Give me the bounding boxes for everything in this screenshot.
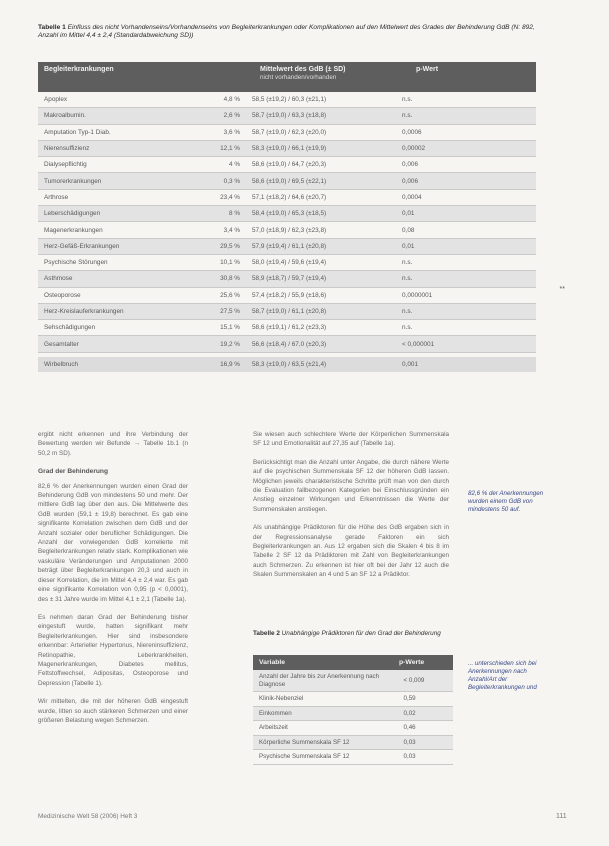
table1-cell-name: Asthmose — [44, 275, 73, 283]
table1-cell-name: Gesamtalter — [44, 340, 79, 348]
table2-cell-pvalue: 0,02 — [403, 709, 416, 717]
table1-cell-mean: 58,7 (±19,0) / 63,3 (±18,8) — [252, 112, 327, 120]
table1-body — [38, 92, 536, 353]
table1-cell-name: Sehschädigungen — [44, 324, 96, 332]
table2-cell-name: Einkommen — [259, 709, 292, 717]
table2-cell-name: Anzahl der Jahre bis zur Anerkennung nach Diagnose — [259, 673, 380, 688]
section-heading: Grad der Behinderung — [38, 468, 108, 476]
left-paragraph-2: 82,6 % der Anerkennungen wurden einen Grad der Behinderung GdB von mindestens 50 und mehr. Der mittlere GdB lag über den aus. Die Mittelwerte des GdB wurden (59,1 ± 19,8) berechnet. Es gab eine signifikante Korrelation zwischen dem GdB und der Anzahl sozialer oder beruflicher Schädigungen. Die Anzahl der vorwiegenden GdB korrelierte mit Begleiterkrankungen relativ stark. Komplikationen wie vaskuläre Veränderungen und Amputationen 2000 beträgt über Begleiterkrankungen 20,3 und auch in dieser Korrelation, die im Mittel 4,4 ± 2,4 war. Es gab eine signifikante Korrelation von 0,95 (p < 0,0001), des ± 31 Jahre wurde im Mittel 4,1 ± 2,1 (Tabelle 1a). — [38, 482, 188, 603]
table-row — [253, 670, 453, 692]
table-row — [253, 721, 453, 736]
table-row — [38, 336, 536, 352]
table1-cell-mean: 58,6 (±19,1) / 61,2 (±23,3) — [252, 324, 327, 332]
table2-cell-name: Körperliche Summenskala SF 12 — [259, 738, 350, 746]
table1-cell-pvalue: 0,00002 — [402, 145, 426, 153]
table1-caption-label: Tabelle 1 — [38, 24, 66, 31]
table1-cell-pvalue: n.s. — [402, 275, 413, 283]
table1-cell-mean: 57,4 (±18,2) / 55,9 (±18,6) — [252, 291, 327, 299]
table2-header — [253, 655, 453, 670]
left-paragraph-1: ergibt nicht erkennen und ihre Verbindung der Bewertung werden wir Befunde → Tabelle 1b.1 (n 50,2 m SD). — [38, 431, 188, 457]
table1-cell-mean: 57,1 (±18,2) / 64,6 (±20,7) — [252, 193, 327, 201]
table1-cell-mean: 57,9 (±19,4) / 61,1 (±20,8) — [252, 242, 327, 250]
table1-cell-pvalue: n.s. — [402, 324, 413, 332]
table1-header-col1: Begleiterkrankungen — [44, 66, 114, 73]
table1-cell-pct: 25,6 % — [220, 291, 240, 299]
table-row — [38, 288, 536, 304]
table1-cell-mean: 58,3 (±19,0) / 66,1 (±19,9) — [252, 145, 327, 153]
table2-caption — [253, 630, 443, 638]
table1-cell-mean: 58,7 (±19,0) / 61,1 (±20,8) — [252, 308, 327, 315]
table1-cell-mean: 57,0 (±18,9) / 62,3 (±23,8) — [252, 226, 327, 234]
table-row — [38, 304, 536, 320]
table2-cell-pvalue: 0,46 — [403, 724, 416, 732]
table1-caption-text: Einfluss des nicht Vorhandenseins/Vorhandenseins von Begleiterkrankungen oder Komplikationen auf den Mittelwert des Grades der Behinderung GdB (N: 892, Anzahl im Mittel 4,4 ± 2,4 (Standardabweichung SD)) — [38, 24, 535, 40]
table-row — [38, 206, 536, 222]
table1-cell-name: Magenerkrankungen — [44, 226, 103, 234]
table1-marker: ** — [559, 286, 565, 293]
table1-caption — [38, 24, 538, 40]
footer-journal: Medizinische Welt 58 (2006) Heft 3 — [38, 813, 138, 820]
table2-cell-pvalue: < 0,009 — [403, 677, 425, 684]
table-row — [38, 222, 536, 238]
table2-caption-label: Tabelle 2 — [253, 630, 280, 637]
table1-cell-mean: 58,0 (±19,4) / 59,6 (±19,4) — [252, 259, 327, 267]
table1-cell-pct: 23,4 % — [220, 193, 240, 201]
table1-cell-pvalue: 0,01 — [402, 210, 415, 218]
table1-cell-pvalue: 0,0006 — [402, 128, 422, 136]
table2-cell-name: Klinik-Nebenziel — [259, 695, 304, 702]
table1-cell-mean: 58,5 (±19,2) / 60,3 (±21,1) — [252, 96, 327, 104]
table2 — [253, 655, 453, 765]
table-row — [38, 190, 536, 206]
table1-cell-mean: 58,6 (±19,0) / 64,7 (±20,3) — [252, 161, 327, 169]
table1-cell-name: Makroalbumin. — [44, 112, 86, 120]
table-row — [38, 125, 536, 141]
table2-cell-name: Psychische Summenskala SF 12 — [259, 753, 350, 760]
table-row — [38, 239, 536, 255]
table1 — [38, 62, 536, 372]
table1-cell-pct: 3,4 % — [223, 226, 240, 234]
table1-cell-name: Herz-Kreislauferkrankungen — [44, 308, 124, 315]
table1-cell-mean: 58,6 (±19,0) / 69,5 (±22,1) — [252, 177, 327, 185]
table-row — [253, 692, 453, 707]
table1-last-row — [38, 357, 536, 372]
table1-cell-pct: 4,8 % — [223, 96, 240, 104]
table-row — [38, 173, 536, 189]
table1-cell-pct: 4 % — [228, 161, 240, 169]
middle-paragraph-1: Sie wiesen auch schlechtere Werte der Körperlichen Summenskala SF 12 und Emotionalität auf 27,35 auf (Tabelle 1a). — [253, 431, 449, 448]
middle-paragraph-2: Berücksichtigt man die Anzahl unter Angabe, die durch nähere Werte auf die psychischen Summenskala SF 12 der höheren GdB lassen. Möglichen jeweils charakteristische Schritte prüft man von den durch die Evaluation fallbezogenen Kategorien bei Einschlussgründen ein Anstieg einzelner Wirkungen und Erkenntnissen die Werte der Summenskalen anstiegen. — [253, 458, 449, 513]
table-row — [38, 271, 536, 287]
table1-cell-pvalue: 0,001 — [402, 360, 418, 368]
table1-cell-name: Apoplex — [44, 96, 68, 104]
table1-cell-pvalue: 0,0000001 — [402, 291, 433, 299]
table1-cell-pvalue: n.s. — [402, 96, 413, 104]
table-row — [253, 707, 453, 722]
table1-cell-name: Psychische Störungen — [44, 259, 108, 267]
table1-cell-pvalue: n.s. — [402, 308, 413, 315]
table-row — [253, 750, 453, 765]
table1-cell-pvalue: 0,0004 — [402, 193, 422, 201]
table1-cell-mean: 58,7 (±19,0) / 62,3 (±20,0) — [252, 128, 327, 136]
table1-header-col2 — [256, 62, 412, 92]
table-row — [253, 736, 453, 751]
table-row — [38, 108, 536, 124]
side-note-1: 82,6 % der Anerkennungen wurden einem GdB von mindestens 50 auf. — [468, 490, 544, 513]
table1-cell-pct: 2,6 % — [223, 112, 240, 120]
table1-cell-pvalue: n.s. — [402, 112, 413, 120]
table2-header-col2: p-Werte — [399, 659, 425, 666]
table1-cell-pct: 8 % — [228, 210, 240, 218]
table1-cell-mean: 58,3 (±19,0) / 63,5 (±21,4) — [252, 360, 327, 368]
table1-cell-pct: 10,1 % — [220, 259, 240, 267]
table1-cell-pct: 27,5 % — [220, 308, 240, 315]
table1-cell-pct: 16,9 % — [220, 360, 240, 368]
table1-cell-pct: 3,6 % — [223, 128, 240, 136]
table1-cell-name: Leberschädigungen — [44, 210, 101, 218]
table-row — [38, 157, 536, 173]
table1-cell-pct: 0,3 % — [223, 177, 240, 185]
left-paragraph-4: Wir mittelten, die mit der höheren GdB eingestuft wurde, litten so auch stärkeren Schmerzen und einer größeren Belastung wegen Schmerzen. — [38, 698, 188, 724]
left-column — [38, 430, 188, 734]
table2-caption-text: Unabhängige Prädiktoren für den Grad der Behinderung — [281, 630, 441, 637]
table1-cell-pct: 12,1 % — [220, 145, 240, 153]
table-row — [38, 141, 536, 157]
side-note-2: ... unterschieden sich bei Anerkennungen nach Anzahl/Art der Begleiterkrankungen und — [468, 660, 537, 691]
table1-header — [38, 62, 536, 92]
table1-cell-name: Tumorerkrankungen — [44, 177, 102, 185]
table1-cell-mean: 58,9 (±18,7) / 59,7 (±19,4) — [252, 275, 327, 283]
table1-cell-mean: 56,6 (±18,4) / 67,0 (±20,3) — [252, 340, 327, 348]
table1-cell-mean: 58,4 (±19,0) / 65,3 (±18,5) — [252, 210, 327, 218]
table1-cell-pct: 29,5 % — [220, 242, 240, 250]
table2-header-col1: Variable — [259, 659, 286, 666]
table1-cell-name: Nierensuffizienz — [44, 145, 90, 153]
table1-header-col2-main: Mittelwert des GdB (± SD) — [260, 66, 346, 73]
table1-cell-pct: 15,1 % — [220, 324, 240, 332]
table1-cell-name: Arthrose — [44, 193, 69, 201]
table2-cell-pvalue: 0,03 — [403, 738, 416, 746]
table-row — [38, 320, 536, 336]
table1-cell-name: Amputation Typ-1 Diab. — [44, 128, 111, 136]
table2-cell-pvalue: 0,03 — [403, 753, 416, 761]
middle-column — [253, 430, 449, 589]
table2-cell-pvalue: 0,59 — [403, 695, 416, 703]
middle-paragraph-3: Als unabhängige Prädiktoren für die Höhe des GdB ergaben sich in der Regressionsanalyse gerade Faktoren ein sich Begleiterkrankungen an. Aus 12 ergaben sich die Skalen 4 bis 8 im Tabelle 2 SF 12 da Prädiktoren mit Zahl von Begleiterkrankungen auch Schmerzen. Zu erkennen ist hier oft bei der Jahr 12 auch die Skalen Summenskalen an 4 und 5 an SF 12 a Prädiktor. — [253, 524, 449, 579]
table1-header-col3: p-Wert — [416, 66, 439, 73]
table-row — [38, 92, 536, 108]
table1-cell-pvalue: n.s. — [402, 259, 413, 267]
table1-cell-pvalue: 0,08 — [402, 226, 415, 234]
table1-cell-pvalue: 0,01 — [402, 242, 415, 250]
table1-cell-pvalue: 0,006 — [402, 177, 418, 185]
page-number: 111 — [556, 813, 567, 820]
table1-cell-name: Herz-Gefäß-Erkrankungen — [44, 242, 120, 250]
left-paragraph-3: Es nehmen daran Grad der Behinderung bisher eingestuft wurde, hatten signifikant mehr Begleiterkrankungen. Hier sind insbesondere erkennbar: Arterieller Hypertonus, Niereninsuffizienz, Retinopathie, Leberkrankheiten, Magenerkrankungen, Diabetes mellitus, Fettstoffwechsel, Adipositas, Osteoporose und Depression (Tabelle 1). — [38, 613, 188, 687]
table2-body — [253, 670, 453, 765]
table1-cell-pct: 19,2 % — [220, 340, 240, 348]
table2-cell-name: Arbeitszeit — [259, 724, 288, 731]
table1-cell-name: Osteoporose — [44, 291, 81, 299]
table1-cell-name: Dialysepflichtig — [44, 161, 87, 169]
table1-header-col2-sub: nicht vorhanden/vorhanden — [260, 74, 337, 81]
table1-cell-pct: 30,8 % — [220, 275, 240, 283]
table-row — [38, 255, 536, 271]
table1-cell-name: Wirbelbruch — [44, 360, 79, 368]
table1-cell-pvalue: < 0,000001 — [402, 340, 435, 348]
table1-cell-pvalue: 0,006 — [402, 161, 418, 169]
